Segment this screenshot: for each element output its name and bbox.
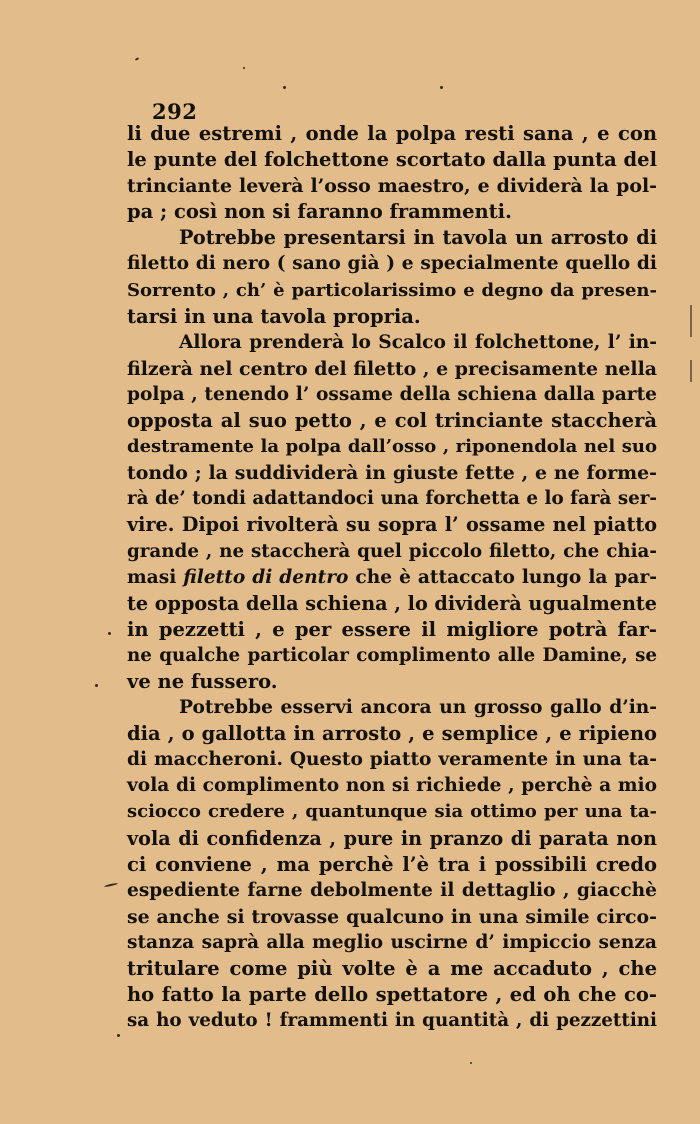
- body-text: [127, 121, 657, 1034]
- text-line: sa ho veduto ! frammenti in quantità , di pezzettini: [127, 1010, 657, 1032]
- text-line: espediente farne debolmente il dettaglio , giacchè: [127, 879, 657, 901]
- text-line: pa ; così non si faranno frammenti.: [127, 200, 512, 224]
- scan-speck: [117, 1034, 120, 1037]
- italic-term: filetto di dentro: [183, 566, 349, 588]
- text-line: vola di confidenza , pure in pranzo di parata non: [127, 826, 657, 850]
- text-line: grande , ne staccherà quel piccolo filetto, che chia-: [127, 540, 657, 562]
- text-line: Potrebbe presentarsi in tavola un arrosto di: [179, 226, 657, 250]
- text-line: [127, 565, 657, 591]
- text-line: Potrebbe esservi ancora un grosso gallo d’in-: [179, 697, 657, 719]
- text-line: filetto di nero ( sano già ) e specialmente quello di: [127, 253, 657, 275]
- text-line: ci conviene , ma perchè l’è tra i possibili credo: [127, 852, 657, 876]
- text-line: filzerà nel centro del filetto , e precisamente nella: [127, 357, 657, 380]
- text-line: sciocco credere , quantunque sia ottimo per una ta-: [127, 801, 657, 823]
- text-line: rà de’ tondi adattandoci una forchetta e lo farà ser-: [127, 488, 657, 510]
- text-segment: masi: [127, 566, 184, 588]
- text-line: stanza saprà alla meglio uscirne d’ impiccio senza: [127, 931, 657, 953]
- text-segment: che è attaccato lungo la par-: [348, 566, 657, 588]
- scan-speck: [283, 86, 286, 89]
- text-line: li due estremi , onde la polpa resti sana , e con: [127, 122, 657, 145]
- scan-speck: [440, 86, 443, 89]
- text-line: vire. Dipoi rivolterà su sopra l’ ossame nel piatto: [127, 513, 657, 537]
- text-line: ho fatto la parte dello spettatore , ed oh che co-: [127, 983, 657, 1007]
- text-line: Sorrento , ch’ è particolarissimo e degno da presen-: [127, 279, 657, 301]
- page-edge-mark: [690, 360, 692, 382]
- text-line: polpa , tenendo l’ ossame della schiena dalla parte: [127, 383, 657, 405]
- text-line: destramente la polpa dall’osso , riponendola nel suo: [127, 436, 657, 458]
- text-line: vola di complimento non si richiede , perchè a mio: [127, 775, 657, 797]
- page-edge-mark: [690, 305, 692, 337]
- text-line: di maccheroni. Questo piatto veramente in una ta-: [127, 749, 657, 771]
- text-line: Allora prenderà lo Scalco il folchettone, l’ in-: [179, 331, 657, 353]
- text-line: tondo ; la suddividerà in giuste fette , e ne forme-: [127, 462, 657, 485]
- text-line: tarsi in una tavola propria.: [127, 304, 421, 328]
- scan-speck: [95, 684, 98, 687]
- scan-speck: [243, 67, 245, 69]
- scan-speck: [135, 57, 139, 61]
- text-line: dia , o gallotta in arrosto , e semplice , e ripieno: [127, 722, 657, 746]
- scan-speck: [108, 632, 111, 635]
- text-line: te opposta della schiena , lo dividerà ugualmente: [127, 591, 657, 615]
- text-line: trinciante leverà l’osso maestro, e dividerà la pol-: [127, 175, 657, 198]
- scan-speck: [470, 1062, 472, 1064]
- page-number: 292: [152, 99, 198, 124]
- text-line: tritulare come più volte è a me accaduto , che: [127, 957, 657, 980]
- text-line: opposta al suo petto , e col trinciante staccherà: [127, 409, 657, 433]
- text-line: le punte del folchettone scortato dalla punta del: [127, 148, 657, 172]
- text-line: ve ne fussero.: [127, 669, 278, 693]
- text-line: ne qualche particolar complimento alle Damine, se: [127, 644, 657, 666]
- text-line: in pezzetti , e per essere il migliore potrà far-: [127, 617, 657, 641]
- text-line: se anche si trovasse qualcuno in una simile circo-: [127, 905, 657, 928]
- scan-speck: [104, 883, 118, 888]
